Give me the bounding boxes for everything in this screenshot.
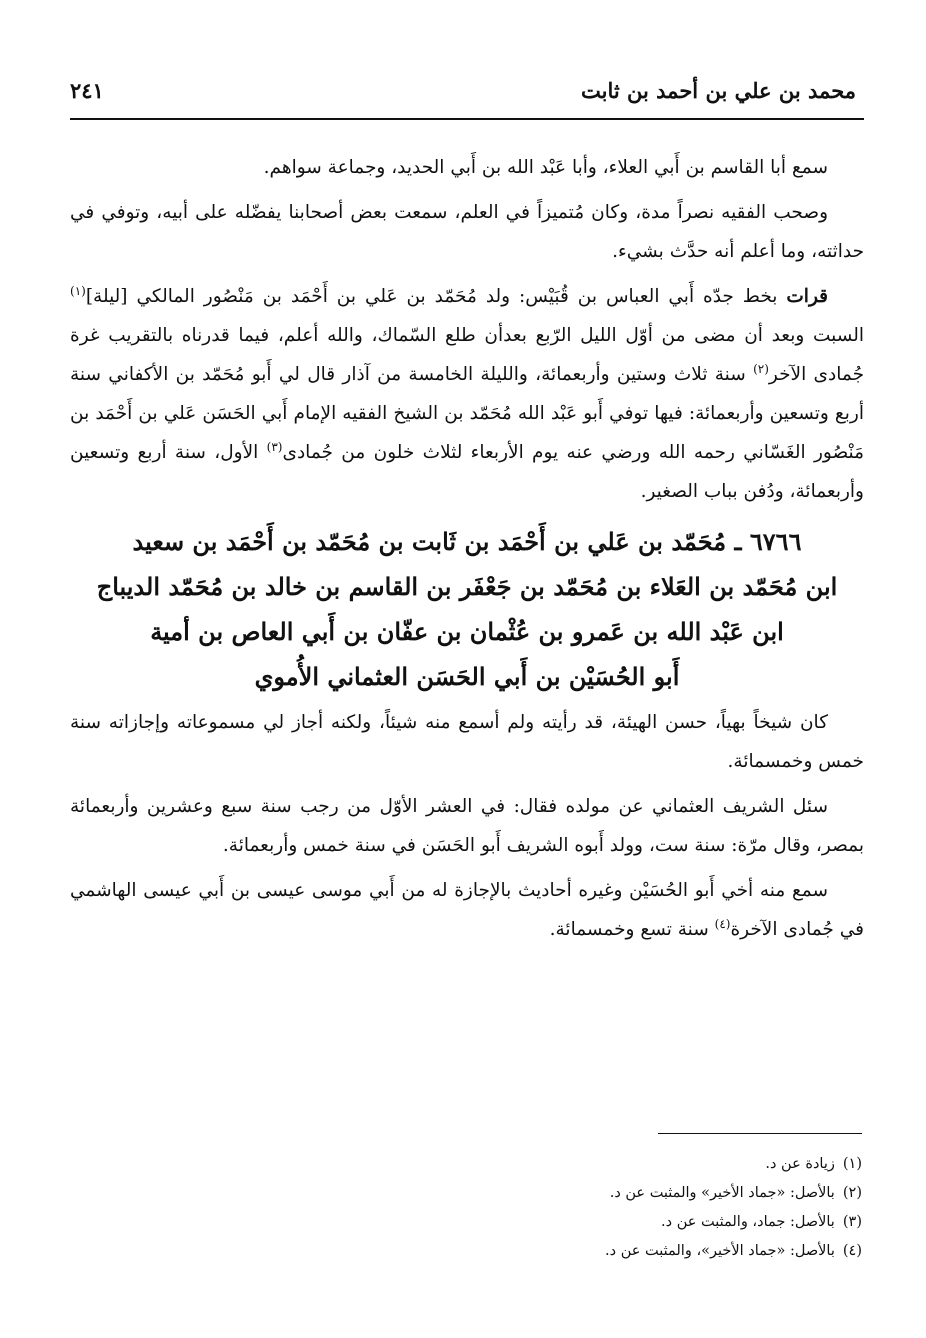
footnote-separator [658, 1133, 862, 1134]
footnote-item [300, 1150, 862, 1179]
entry-heading-line-3: ابن عَبْد الله بن عَمرو بن عُثْمان بن عفّان بن أَبي العاص بن أمية [150, 617, 784, 646]
paragraph-1: سمع أبا القاسم بن أَبي العلاء، وأبا عَبْد الله بن أَبي الحديد، وجماعة سواهم. [263, 157, 828, 178]
footnote-ref-1[interactable]: (١) [70, 283, 86, 298]
footnotes [300, 1150, 862, 1266]
main-text [70, 148, 864, 949]
header-rule [70, 118, 864, 120]
footnote-text: بالأصل: «جماد الأخير» والمثبت عن د. [609, 1185, 835, 1201]
paragraph-3-lead-word: قرات [786, 286, 828, 307]
footnote-ref-3[interactable]: (٣) [266, 439, 283, 454]
paragraph-3 [70, 277, 864, 511]
footnote-number: (٤) [842, 1243, 862, 1259]
footnote-item [300, 1208, 862, 1237]
entry-heading-line-2: ابن مُحَمّد بن العَلاء بن مُحَمّد بن جَعْفَر بن القاسم بن خالد بن مُحَمّد الديباج [96, 572, 838, 601]
page-header [70, 78, 856, 114]
footnote-number: (٢) [842, 1185, 862, 1201]
footnote-number: (٣) [842, 1214, 862, 1230]
footnote-text: زيادة عن د. [765, 1156, 835, 1172]
footnote-number: (١) [842, 1156, 862, 1172]
biography-entry-heading [70, 519, 864, 699]
paragraph-3-text-b: السبت وبعد أن مضى من أوّل الليل الرّبع بعدأن طلع السّماك، والله أعلم، فيما قدرناه بالتقريب غرة جُمادى الآخر [70, 325, 865, 385]
running-title: محمد بن علي بن أحمد بن ثابت [581, 78, 856, 103]
footnote-item [300, 1179, 862, 1208]
paragraph-3-text-c: سنة ثلاث وستين وأربعمائة، والليلة الخامسة من آذار قال لي أَبو مُحَمّد بن الأكفاني سنة أربع وتسعين وأربعمائة: فيها توفي أَبو عَبْد الله مُحَمّد بن الشيخ الفقيه الإمام أَبي الحَسَن عَلي بن أَحْمَد بن مَنْصُور الغَسّاني رحمه الله ورضي عنه يوم الأربعاء لثلاث خلون من جُمادى [70, 364, 864, 463]
paragraph-6 [70, 871, 864, 949]
footnote-item [300, 1237, 862, 1266]
paragraph-5: سئل الشريف العثماني عن مولده فقال: في العشر الأوّل من رجب سنة سبع وعشرين وأربعمائة بمصر، وقال مرّة: سنة ست، وولد أَبوه الشريف أَبو الحَسَن في سنة خمس وأربعمائة. [70, 796, 864, 856]
paragraph-4: كان شيخاً بهياً، حسن الهيئة، قد رأيته ولم أسمع منه شيئاً، ولكنه أجاز لي مسموعاته وإجازاته سنة خمس وخمسمائة. [70, 712, 864, 772]
paragraph-3-text-a: بخط جدّه أَبي العباس بن قُبَيْس: ولد مُحَمّد بن عَلي بن أَحْمَد بن مَنْصُور المالكي [ليلة] [85, 286, 787, 307]
footnote-ref-4[interactable]: (٤) [714, 916, 731, 931]
entry-heading-line-4: أَبو الحُسَيْن بن أَبي الحَسَن العثماني الأُموي [254, 662, 680, 691]
paragraph-3-text-d: الأول، سنة أربع وتسعين وأربعمائة، ودُفن بباب الصغير. [70, 442, 864, 502]
page-number: ٢٤١ [70, 78, 104, 103]
entry-heading-line-1: ٦٧٦٦ ـ مُحَمّد بن عَلي بن أَحْمَد بن ثَابت بن مُحَمّد بن أَحْمَد بن سعيد [132, 527, 802, 556]
paragraph-6-text-b: سنة تسع وخمسمائة. [549, 919, 715, 940]
paragraph-2: وصحب الفقيه نصراً مدة، وكان مُتميزاً في العلم، سمعت بعض أصحابنا يفضّله على أبيه، وتوفي في حداثته، وما أعلم أنه حدَّث بشيء. [70, 202, 864, 262]
footnote-text: بالأصل: «جماد الأخير»، والمثبت عن د. [605, 1243, 835, 1259]
paragraph-6-text-a: سمع منه أخي أَبو الحُسَيْن وغيره أحاديث بالإجازة له من أَبي موسى عيسى بن أَبي عيسى الهاشمي في جُمادى الآخرة [70, 880, 864, 940]
footnote-text: بالأصل: جماد، والمثبت عن د. [661, 1214, 835, 1230]
footnote-ref-2[interactable]: (٢) [753, 361, 769, 376]
